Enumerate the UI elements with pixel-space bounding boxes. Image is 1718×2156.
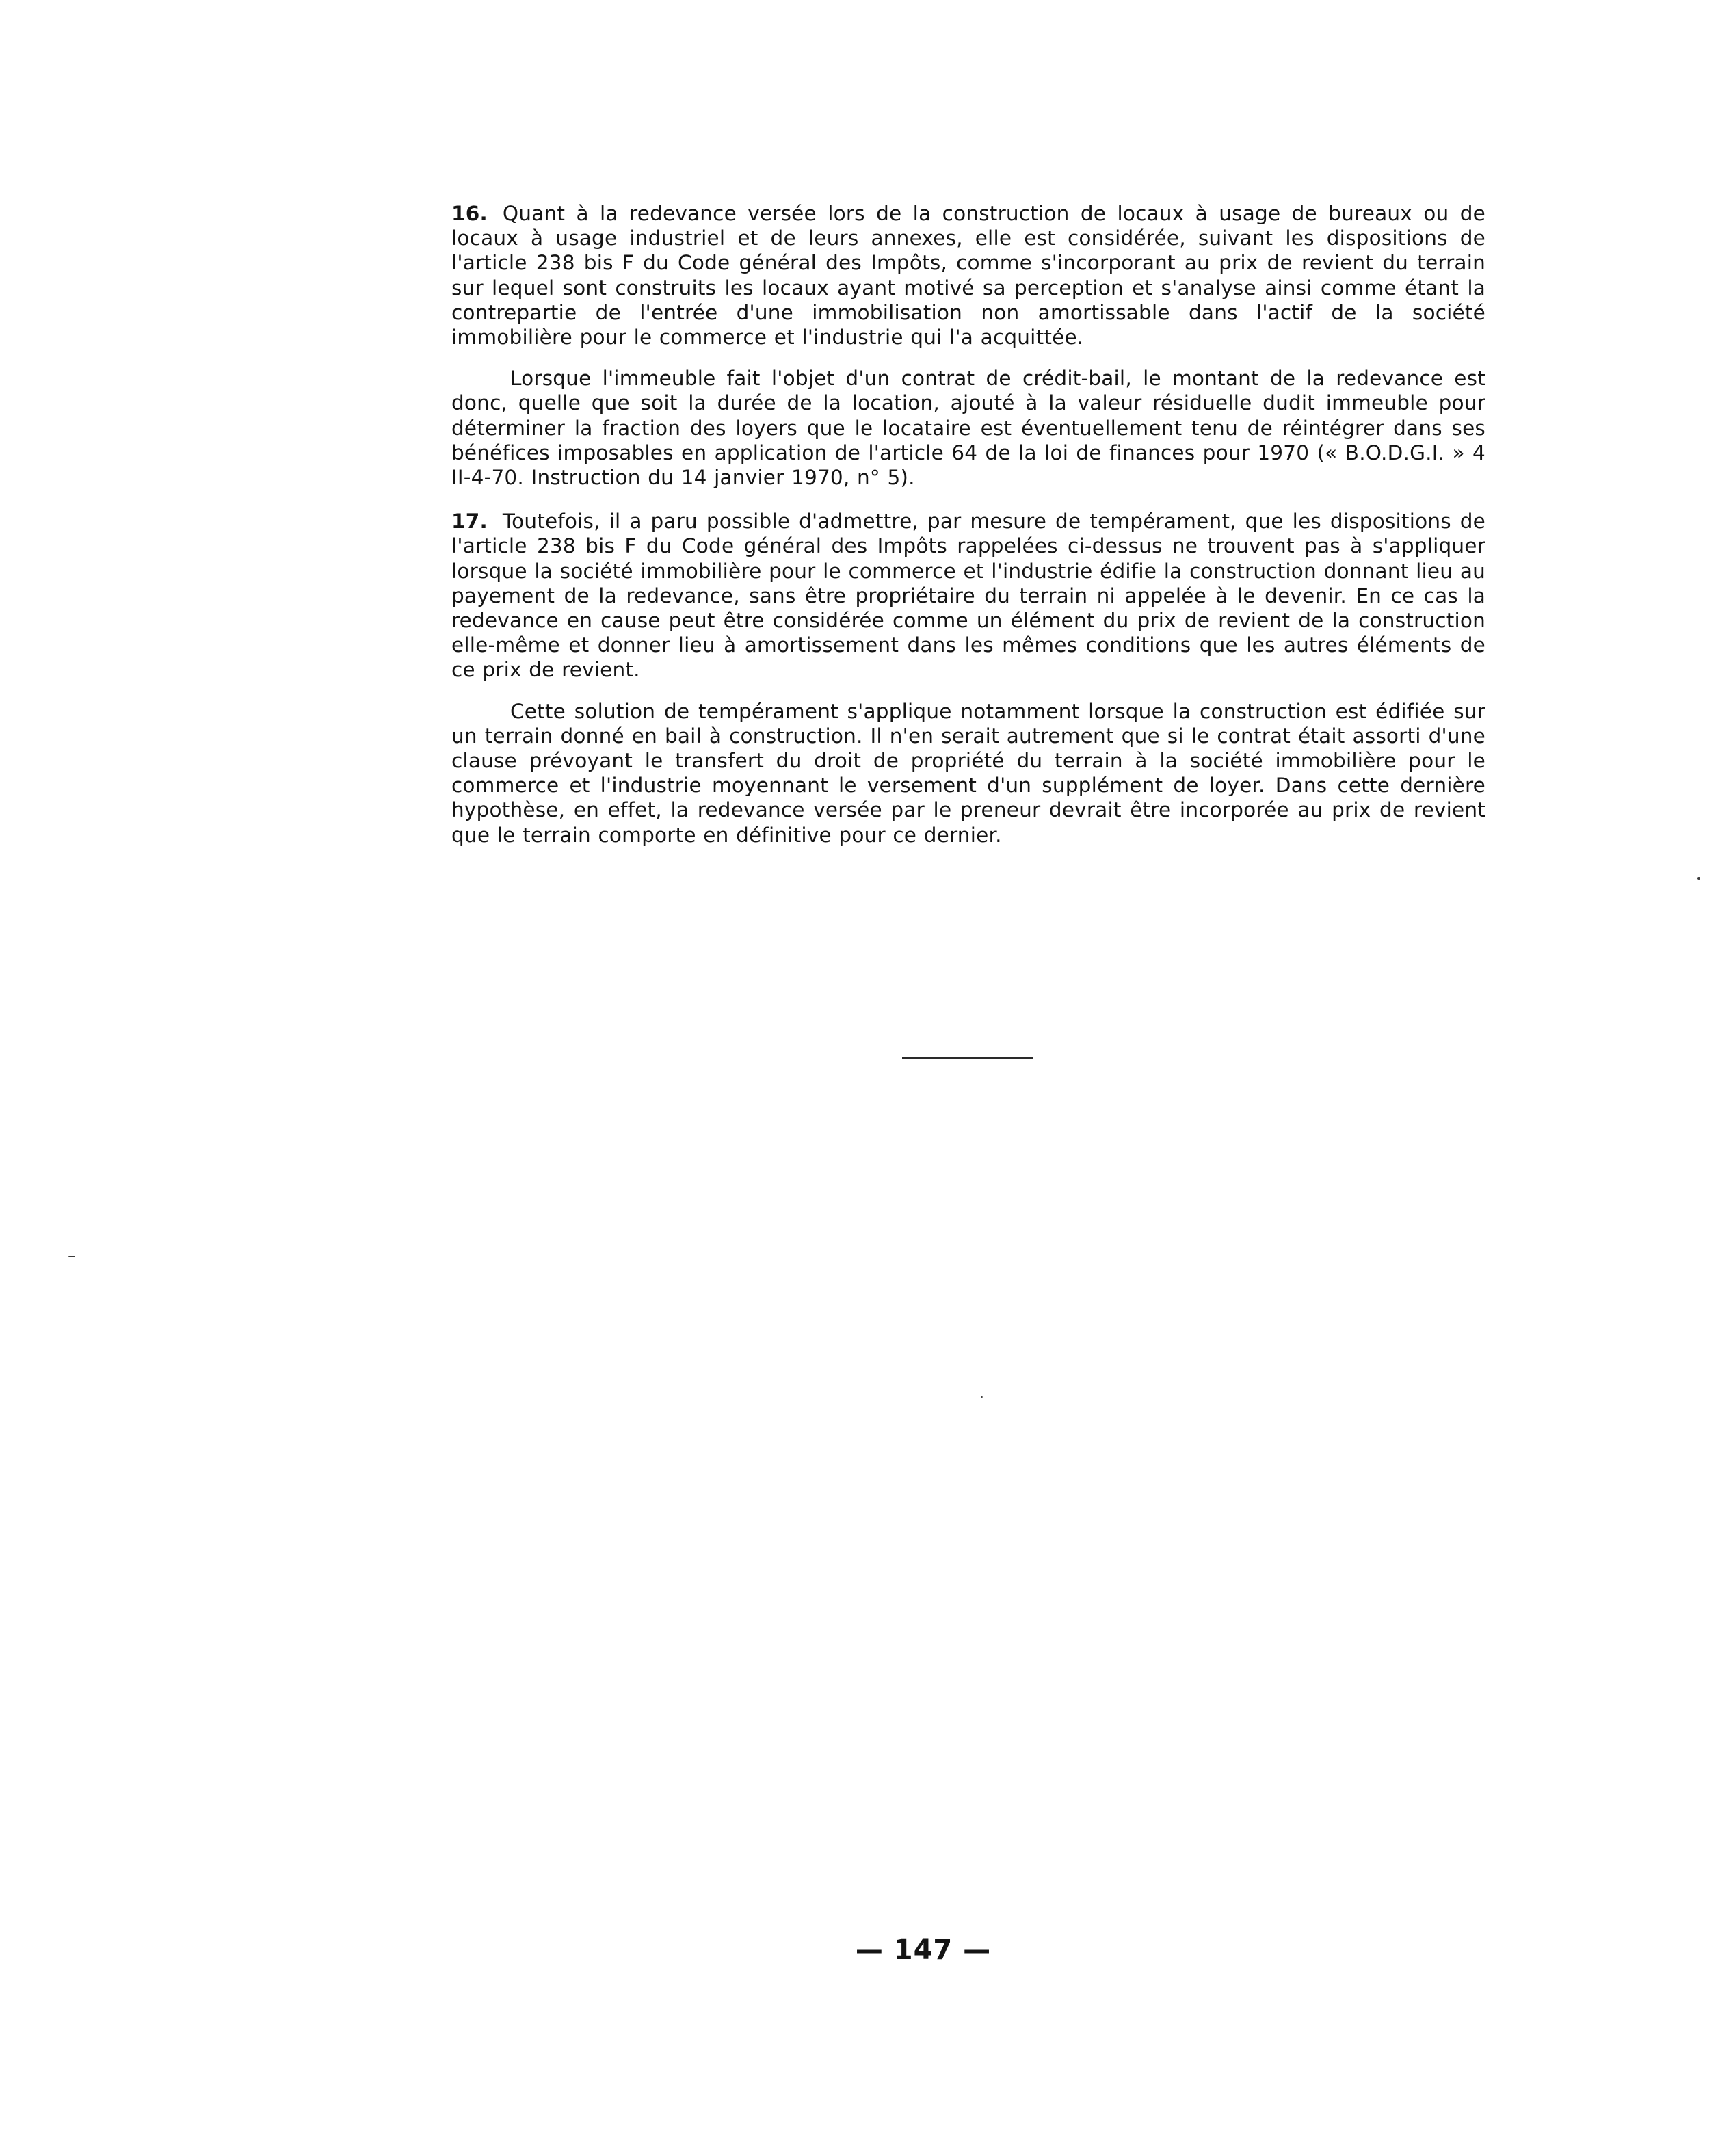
paragraph-number: 17. [451,510,488,534]
scan-speck [981,1396,983,1398]
paragraph-text: Quant à la redevance versée lors de la construction de locaux à usage de bureaux ou de locaux à usage industriel et de leurs annexes, elle est considérée, suivant les dispositions de l'article 238 bis F du Code général des Impôts, comme s'incorporant au prix de revient du terrain sur lequel sont construits les locaux ayant motivé sa perception et s'analyse ainsi comme étant la contrepartie de l'entrée d'une immobilisation non amortissable dans l'actif de la société immobilière pour le commerce et l'industrie qui l'a acquittée. [451,202,1485,350]
paragraph-17-continued [451,699,1485,847]
scan-speck [1697,877,1700,880]
paragraph-number: 16. [451,202,488,225]
paragraph-17 [451,509,1485,682]
page-number: — 147 — [855,1934,992,1966]
section-separator [902,1057,1033,1059]
paragraph-16 [451,201,1485,350]
paragraph-text: Cette solution de tempérament s'applique notamment lorsque la construction est édifiée sur un terrain donné en bail à construction. Il n'en serait autrement que si le contrat était assorti d'une clause prévoyant le transfert du droit de propriété du terrain à la société immobilière pour le commerce et l'industrie moyennant le versement d'un supplément de loyer. Dans cette dernière hypothèse, en effet, la redevance versée par le preneur devrait être incorporée au prix de revient que le terrain comporte en définitive pour ce dernier. [451,699,1485,847]
paragraph-text: Toutefois, il a paru possible d'admettre, par mesure de tempérament, que les dispositions de l'article 238 bis F du Code général des Impôts rappelées ci-dessus ne trouvent pas à s'appliquer lorsque la société immobilière pour le commerce et l'industrie édifie la construction donnant lieu au payement de la redevance, sans être propriétaire du terrain ni appelée à le devenir. En ce cas la redevance en cause peut être considérée comme un élément du prix de revient de la construction elle-même et donner lieu à amortissement dans les mêmes conditions que les autres éléments de ce prix de revient. [451,510,1485,682]
scan-speck [68,1256,75,1257]
body-text [451,201,1485,847]
paragraph-16-continued [451,366,1485,490]
paragraph-text: Lorsque l'immeuble fait l'objet d'un contrat de crédit-bail, le montant de la redevance est donc, quelle que soit la durée de la location, ajouté à la valeur résiduelle dudit immeuble pour déterminer la fraction des loyers que le locataire est éventuellement tenu de réintégrer dans ses bénéfices imposables en application de l'article 64 de la loi de finances pour 1970 (« B.O.D.G.I. » 4 II-4-70. Instruction du 14 janvier 1970, n° 5). [451,367,1485,490]
